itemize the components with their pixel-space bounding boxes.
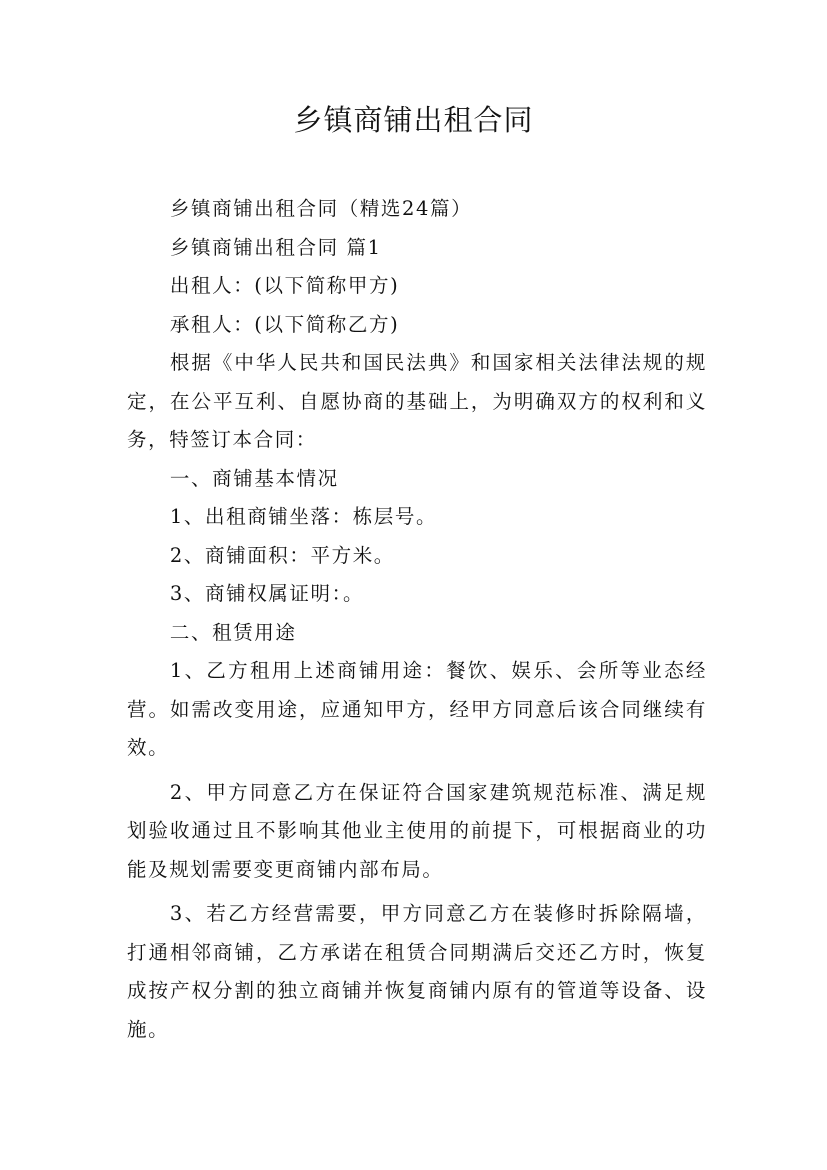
paragraph-clause-2-1: 1、乙方租用上述商铺用途：餐饮、娱乐、会所等业态经营。如需改变用途，应通知甲方，经甲方同意后该合同继续有效。	[127, 659, 707, 759]
paragraph-clause-heading-2: 二、租赁用途	[169, 620, 297, 644]
document-title: 乡镇商铺出租合同	[293, 103, 534, 137]
paragraph-preamble: 根据《中华人民共和国民法典》和国家相关法律法规的规定，在公平互利、自愿协商的基础上，为明确双方的权利和义务，特签订本合同：	[127, 351, 707, 451]
paragraph-lessee: 承租人：(以下简称乙方)	[169, 312, 400, 336]
paragraph-clause-2-2: 2、甲方同意乙方在保证符合国家建筑规范标准、满足规划验收通过且不影响其他业主使用的前提下，可根据商业的功能及规划需要变更商铺内部布局。	[127, 780, 707, 881]
paragraph-lessor: 出租人：(以下简称甲方)	[169, 274, 400, 297]
paragraph-section-heading: 乡镇商铺出租合同 篇1	[169, 235, 382, 259]
paragraph-clause-2-3: 3、若乙方经营需要，甲方同意乙方在装修时拆除隔墙，打通相邻商铺，乙方承诺在租赁合同期满后交还乙方时，恢复成按产权分割的独立商铺并恢复商铺内原有的管道等设备、设施。	[127, 902, 707, 1041]
paragraph-clause-1-1: 1、出租商铺坐落：栋层号。	[169, 505, 438, 528]
document-body	[127, 190, 707, 1049]
paragraph-clause-1-3: 3、商铺权属证明：。	[169, 582, 365, 605]
paragraph-clause-heading-1: 一、商铺基本情况	[169, 466, 339, 490]
paragraph-clause-1-2: 2、商铺面积：平方米。	[169, 543, 395, 567]
paragraph-subtitle: 乡镇商铺出租合同（精选24篇）	[169, 197, 473, 220]
